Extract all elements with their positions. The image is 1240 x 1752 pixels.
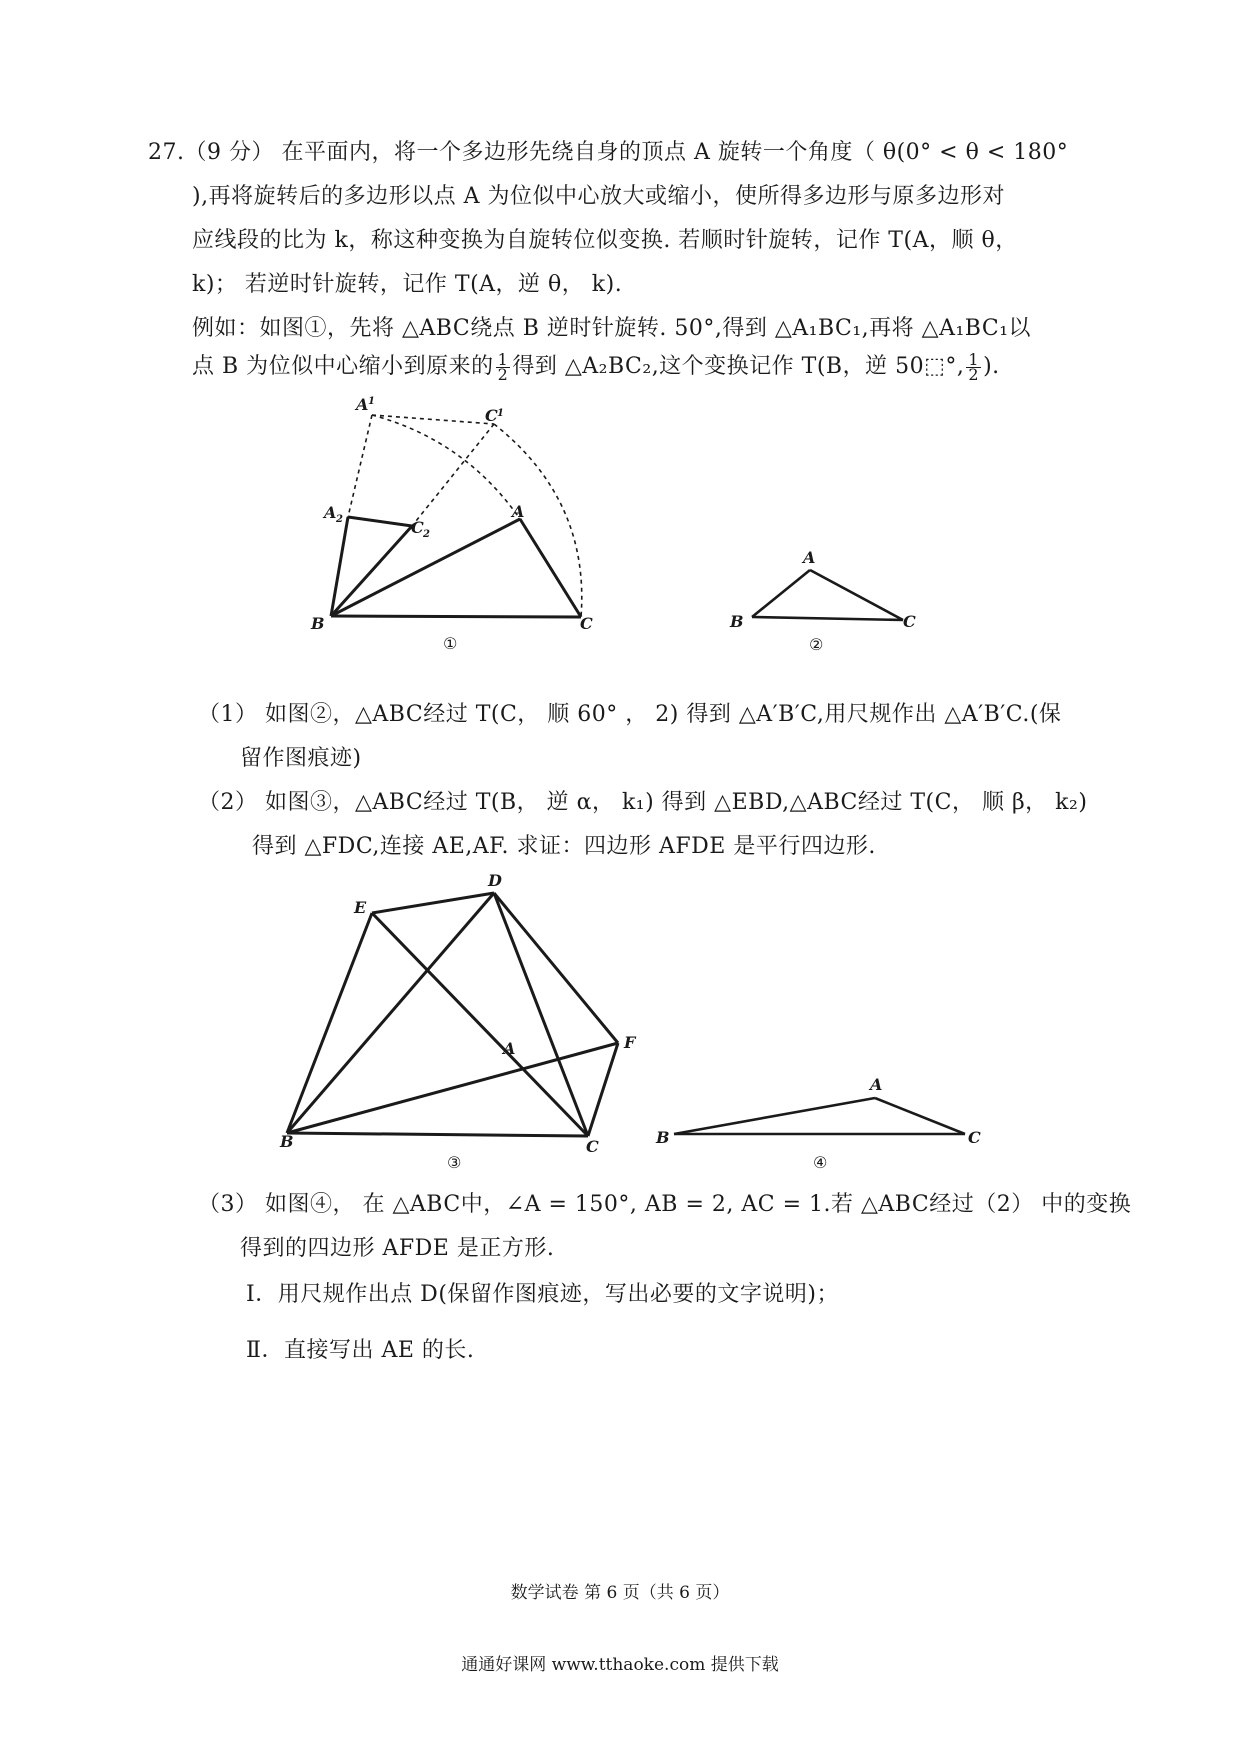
fraction-denominator-2: 2 — [968, 364, 980, 384]
question-line-4: k)； 若逆时针旋转，记作 T(A，逆 θ， k). — [192, 272, 623, 297]
part2-line-1: （2） 如图③，△ABC经过 T(B， 逆 α， k₁) 得到 △EBD,△ABC经过 T(C， 顺 β， k₂) — [198, 790, 1088, 815]
fig1-label-a2: A — [324, 503, 337, 522]
fraction-numerator-2: 1 — [968, 349, 980, 369]
part3-line-2: 得到的四边形 AFDE 是正方形. — [240, 1236, 555, 1261]
fig1-caption: ① — [443, 634, 458, 653]
part3-item-1: Ⅰ．用尺规作出点 D(保留作图痕迹，写出必要的文字说明)； — [246, 1282, 839, 1307]
example-text-a: 点 B 为位似中心缩小到原来的 — [192, 354, 494, 379]
fraction-numerator: 1 — [497, 349, 509, 369]
fig1-label-c1-sub: 1 — [497, 408, 504, 419]
question-line-3: 应线段的比为 k，称这种变换为自旋转位似变换. 若顺时针旋转，记作 T(A，顺 θ， — [192, 228, 1018, 253]
fig1-label-c1: C — [485, 406, 498, 425]
fig1-label-b: B — [311, 614, 325, 633]
page-footer: 数学试卷 第 6 页（共 6 页） — [510, 1583, 730, 1603]
fig3-label-e: E — [354, 898, 367, 917]
source-footer: 通通好课网 www.tthaoke.com 提供下载 — [461, 1655, 779, 1675]
fig1-label-c: C — [580, 614, 593, 633]
fig2-label-a: A — [803, 548, 816, 567]
fig4-label-a: A — [870, 1075, 883, 1094]
fig3-label-a: A — [503, 1039, 516, 1058]
fig3-label-d: D — [488, 871, 502, 890]
fig3-label-b: B — [280, 1132, 294, 1151]
fig3-label-f: F — [624, 1033, 636, 1052]
part1-line-1: （1） 如图②，△ABC经过 T(C， 顺 60° ， 2) 得到 △A′B′C,用尺规作出 △A′B′C.(保 — [198, 702, 1062, 727]
fig1-label-a1: A — [356, 395, 369, 414]
fig1-label-a: A — [512, 502, 525, 521]
part3-line-1: （3） 如图④， 在 △ABC中，∠A = 150°, AB = 2, AC = 1.若 △ABC经过（2） 中的变换 — [198, 1192, 1132, 1217]
fig1-label-c2-sub: 2 — [423, 529, 430, 540]
fig1-label-c2: C — [411, 518, 424, 537]
question-line-2: ),再将旋转后的多边形以点 A 为位似中心放大或缩小，使所得多边形与原多边形对 — [192, 184, 1005, 209]
fig2-caption: ② — [809, 635, 824, 654]
question-line-1: 27.（9 分） 在平面内，将一个多边形先绕自身的顶点 A 旋转一个角度（ θ(0° < θ < 180° — [148, 140, 1069, 165]
fig2-label-c: C — [903, 612, 916, 631]
part3-item-2: Ⅱ．直接写出 AE 的长. — [246, 1338, 475, 1363]
part2-line-2: 得到 △FDC,连接 AE,AF. 求证：四边形 AFDE 是平行四边形. — [252, 834, 876, 859]
fig4-caption: ④ — [813, 1153, 828, 1172]
fig1-label-a1-sub: 1 — [368, 396, 375, 407]
fig1-label-a2-sub: 2 — [336, 514, 343, 525]
part1-line-2: 留作图痕迹) — [240, 746, 362, 771]
fig3-label-c: C — [586, 1137, 599, 1156]
fig4-label-b: B — [656, 1128, 670, 1147]
example-text-c: ). — [983, 354, 1000, 379]
example-line-1: 例如：如图①，先将 △ABC绕点 B 逆时针旋转. 50°,得到 △A₁BC₁,再将 △A₁BC₁以 — [192, 316, 1032, 341]
fraction-denominator: 2 — [497, 364, 509, 384]
fig2-label-b: B — [730, 612, 744, 631]
fig3-caption: ③ — [447, 1153, 462, 1172]
example-text-b: 得到 △A₂BC₂,这个变换记作 T(B，逆 50⬚°, — [512, 354, 965, 379]
fig4-label-c: C — [968, 1128, 981, 1147]
